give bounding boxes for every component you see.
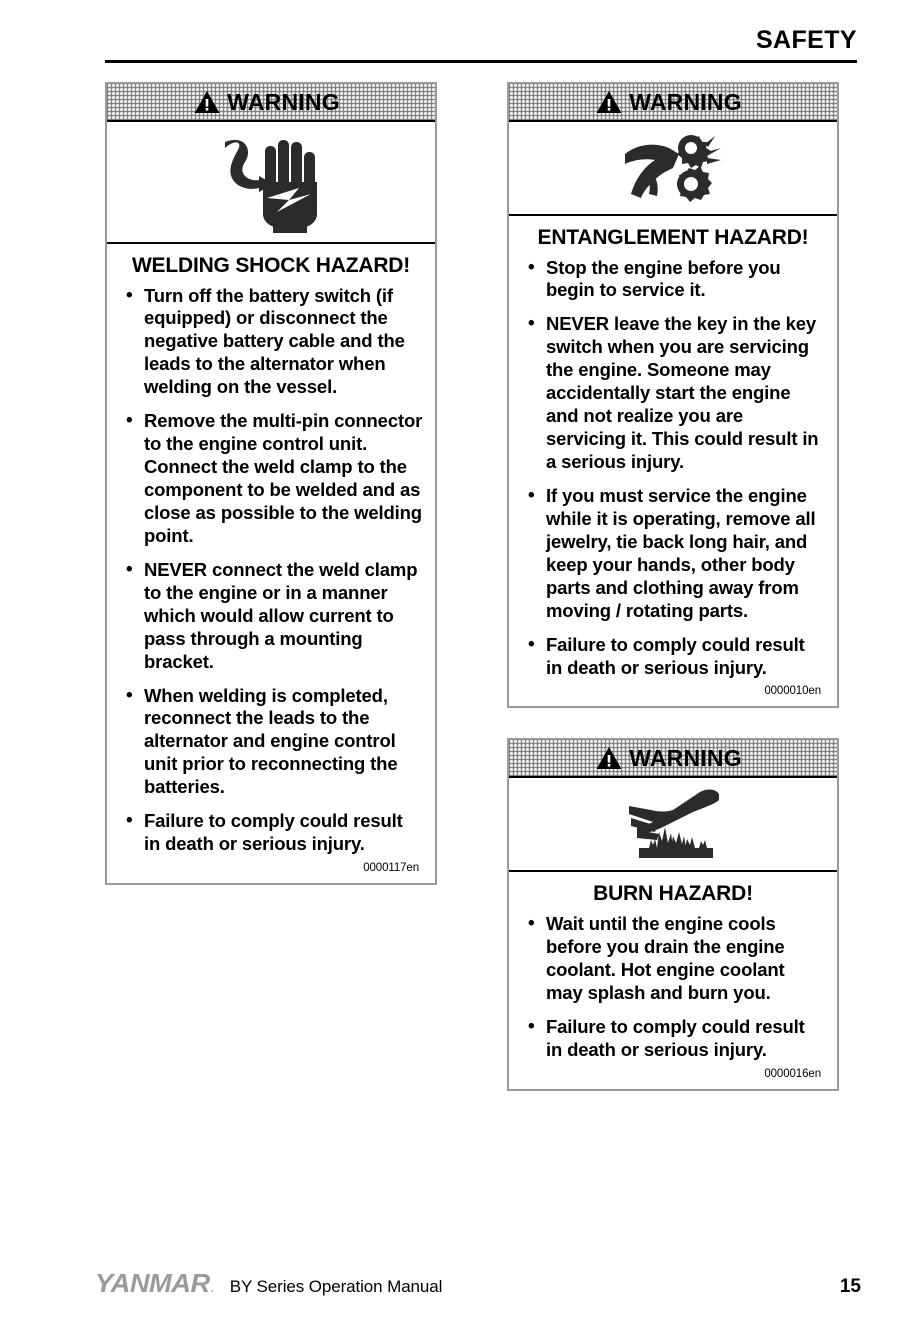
warning-banner: [509, 740, 837, 778]
hazard-icon-area: [509, 122, 837, 216]
hazard-title: BURN HAZARD!: [593, 882, 753, 906]
hazard-item-text: Wait until the engine cools before you drain the engine coolant. Hot engine coolant may splash and burn you.: [546, 912, 785, 1003]
warning-box-welding-shock: [105, 82, 437, 885]
hazard-reference-code: 0000010en: [764, 685, 821, 698]
hazard-item: [119, 685, 423, 800]
hazard-item-list: [521, 257, 825, 680]
hazard-title: WELDING SHOCK HAZARD!: [131, 254, 411, 277]
warning-triangle-icon: [596, 90, 622, 114]
bullet-icon: •: [126, 410, 133, 432]
hazard-item: [521, 634, 825, 680]
hazard-item: [521, 485, 825, 623]
warning-banner-label: WARNING: [227, 88, 340, 115]
bullet-icon: •: [126, 284, 133, 306]
welding-shock-hand-lightning-icon: [215, 126, 327, 239]
bullet-icon: •: [126, 684, 133, 706]
hazard-item-text: Remove the multi-pin connector to the engine control unit. Connect the weld clamp to the component to be welded and as close as possible to the welding point.: [144, 410, 423, 546]
yanmar-logo: [95, 1270, 213, 1296]
hazard-body: [509, 216, 837, 706]
bullet-icon: •: [528, 1015, 535, 1037]
hazard-item-list: [119, 285, 423, 857]
hazard-icon-area: [509, 778, 837, 872]
right-column: [507, 82, 839, 1121]
warning-box-entanglement: [507, 82, 839, 708]
hazard-item-text: Failure to comply could result in death or serious injury.: [144, 810, 403, 855]
hazard-item: [119, 410, 423, 548]
left-column: [105, 82, 437, 915]
warning-box-burn-hazard: [507, 738, 839, 1090]
hazard-item: [119, 559, 423, 674]
bullet-icon: •: [528, 313, 535, 335]
manual-title: BY Series Operation Manual: [229, 1277, 443, 1296]
bullet-icon: •: [126, 810, 133, 832]
header-divider: [105, 60, 857, 63]
warning-triangle-icon: [194, 90, 220, 114]
bullet-icon: •: [528, 256, 535, 278]
hazard-item-text: If you must service the engine while it is operating, remove all jewelry, tie back long hair, and keep your hands, other body parts and clothing away from moving / rotating parts.: [546, 484, 816, 621]
hazard-title: ENTANGLEMENT HAZARD!: [537, 226, 809, 249]
hazard-icon-area: [107, 122, 435, 244]
warning-banner: [107, 84, 435, 122]
page-header: [105, 28, 857, 63]
hazard-item-text: Failure to comply could result in death or serious injury.: [546, 1015, 805, 1060]
warning-banner-label: WARNING: [629, 88, 742, 115]
warning-banner-label: WARNING: [629, 744, 742, 771]
page-number: 15: [839, 1276, 861, 1297]
burn-hazard-hand-hot-surface-icon: [623, 784, 723, 865]
page-footer: [95, 1270, 861, 1298]
hazard-item: [521, 1016, 825, 1062]
hazard-item: [119, 285, 423, 400]
hazard-item-text: Stop the engine before you begin to service it.: [546, 256, 781, 301]
hazard-item-text: When welding is completed, reconnect the leads to the alternator and engine control unit prior to reconnecting the batteries.: [144, 684, 398, 798]
hazard-item: [521, 913, 825, 1005]
hazard-item: [521, 313, 825, 474]
hazard-reference-code: 0000016en: [764, 1067, 821, 1080]
hazard-item-list: [521, 913, 825, 1062]
hazard-item: [119, 810, 423, 856]
warning-banner: [509, 84, 837, 122]
brand-registered-mark: .: [210, 1283, 214, 1295]
hazard-item-text: NEVER leave the key in the key switch when you are servicing the engine. Someone may accidentally start the engine and not realize you are servicing it. This could result in a serious injury.: [546, 313, 819, 473]
entanglement-hand-gears-icon: [621, 128, 725, 209]
bullet-icon: •: [126, 558, 133, 580]
brand-wordmark: YANMAR: [95, 1268, 210, 1298]
hazard-item-text: Failure to comply could result in death or serious injury.: [546, 633, 805, 678]
hazard-body: [509, 872, 837, 1088]
hazard-item-text: NEVER connect the weld clamp to the engine or in a manner which would allow current to pass through a mounting bracket.: [144, 558, 418, 672]
hazard-body: [107, 244, 435, 883]
hazard-item: [521, 257, 825, 303]
bullet-icon: •: [528, 633, 535, 655]
hazard-item-text: Turn off the battery switch (if equipped) or disconnect the negative battery cable and the leads to the alternator when welding on the vessel.: [144, 284, 405, 398]
hazard-reference-code: 0000117en: [363, 862, 419, 875]
bullet-icon: •: [528, 484, 535, 506]
bullet-icon: •: [528, 912, 535, 934]
warning-triangle-icon: [596, 746, 622, 770]
page-title: SAFETY: [755, 26, 857, 54]
